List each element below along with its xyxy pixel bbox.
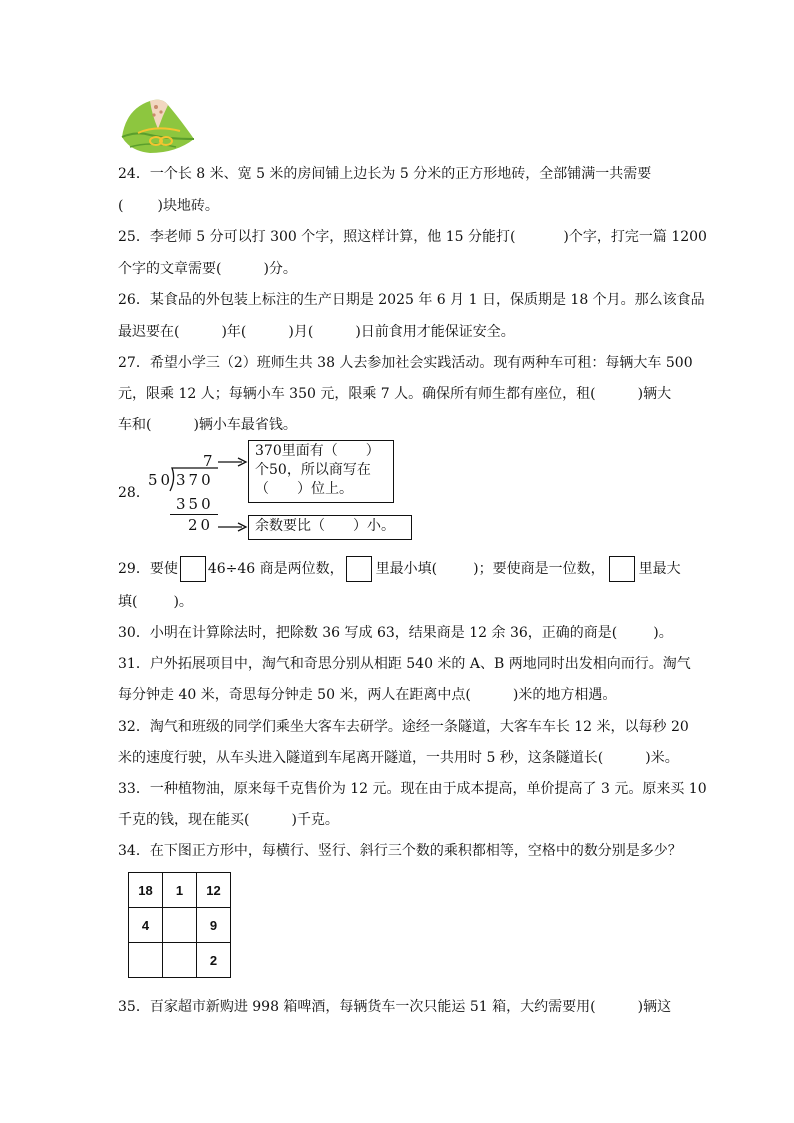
question-25-line1 xyxy=(118,228,707,246)
question-text: 最迟要在( xyxy=(118,324,180,340)
question-text: )米。 xyxy=(645,750,679,766)
arrow-icon xyxy=(218,456,248,468)
magic-square-grid xyxy=(128,872,231,978)
answer-blank-close: ) xyxy=(157,198,163,214)
question-text: 30．小明在计算除法时，把除数 36 写成 63，结果商是 12 余 36，正确的商是( xyxy=(118,625,618,641)
grid-cell: 2 xyxy=(197,943,231,978)
question-30 xyxy=(118,624,673,642)
grid-cell: 12 xyxy=(197,873,231,908)
question-text: 米的速度行驶，从车头进入隧道到车尾离开隧道，一共用时 5 秒，这条隧道长( xyxy=(118,750,604,766)
hint-line: （ ）位上。 xyxy=(255,481,353,497)
grid-cell-empty[interactable] xyxy=(163,908,197,943)
question-29-line2 xyxy=(118,593,193,611)
question-text: 个字的文章需要( xyxy=(118,261,222,277)
question-32-line1: 32．淘气和班级的同学们乘坐大客车去研学。途经一条隧道，大客车车长 12 米，以每秒 20 xyxy=(118,719,689,735)
grid-cell: 18 xyxy=(129,873,163,908)
hint-line: 个50，所以商写在 xyxy=(255,462,371,478)
question-26-line1: 26．某食品的外包装上标注的生产日期是 2025 年 6 月 1 日，保质期是 18 个月。那么该食品 xyxy=(118,292,705,308)
question-text: )分。 xyxy=(263,261,297,277)
question-text: 每分钟走 40 米，奇思每分钟走 50 米，两人在距离中点( xyxy=(118,687,471,703)
question-24-end: 块地砖。 xyxy=(162,198,219,214)
question-31-line2 xyxy=(118,686,616,704)
question-33-line1: 33．一种植物油，原来每千克售价为 12 元。现在由于成本提高，单价提高了 3 元。原来买 10 xyxy=(118,781,707,797)
grid-row xyxy=(129,873,231,908)
long-division-remainder: 20 xyxy=(188,516,214,534)
question-text: 46÷46 商是两位数， xyxy=(207,561,344,577)
question-25-line2 xyxy=(118,260,297,278)
question-35 xyxy=(118,998,671,1016)
square-box[interactable] xyxy=(346,556,372,582)
question-29-line1 xyxy=(118,556,681,582)
question-text: )辆大 xyxy=(637,386,672,402)
long-division-product: 350 xyxy=(176,495,214,513)
question-text: )日前食用才能保证安全。 xyxy=(355,324,515,340)
question-32-line2 xyxy=(118,749,679,767)
long-division-quotient: 7 xyxy=(203,452,216,470)
question-text: )辆小车最省钱。 xyxy=(193,417,297,433)
grid-row xyxy=(129,908,231,943)
zongzi-icon xyxy=(116,95,198,157)
question-text: )千克。 xyxy=(291,812,339,828)
question-text: )。 xyxy=(653,625,673,641)
hint-box-quotient xyxy=(248,440,394,503)
square-box[interactable] xyxy=(180,556,206,582)
question-text: 29．要使 xyxy=(118,561,178,577)
question-text: 车和( xyxy=(118,417,152,433)
long-division-line xyxy=(170,514,218,515)
question-text: 元，限乘 12 人；每辆小车 350 元，限乘 7 人。确保所有师生都有座位，租( xyxy=(118,386,596,402)
question-text: )。 xyxy=(173,594,193,610)
question-text: 35．百家超市新购进 998 箱啤酒，每辆货车一次只能运 51 箱，大约需要用( xyxy=(118,999,596,1015)
question-26-line2 xyxy=(118,323,515,341)
question-text: )个字，打完一篇 1200 xyxy=(563,229,707,245)
question-text: 填( xyxy=(118,594,138,610)
question-31-line1: 31．户外拓展项目中，淘气和奇思分别从相距 540 米的 A、B 两地同时出发相向而行。淘气 xyxy=(118,656,691,672)
arrow-icon xyxy=(218,521,248,533)
grid-cell: 9 xyxy=(197,908,231,943)
question-text: )；要使商是一位数， xyxy=(473,561,605,577)
question-text: )米的地方相遇。 xyxy=(512,687,617,703)
question-27-line2 xyxy=(118,385,671,403)
question-34: 34．在下图正方形中，每横行、竖行、斜行三个数的乘积都相等，空格中的数分别是多少？ xyxy=(118,843,682,859)
question-text: 千克的钱，现在能买( xyxy=(118,812,250,828)
answer-blank-open: ( xyxy=(118,198,124,214)
question-text: 里最大 xyxy=(638,561,681,577)
question-24-line2 xyxy=(118,197,219,215)
square-box[interactable] xyxy=(609,556,635,582)
question-24-line1: 24．一个长 8 米、宽 5 米的房间铺上边长为 5 分米的正方形地砖，全部铺满一共需要 xyxy=(118,166,652,182)
question-text: )月( xyxy=(288,324,314,340)
grid-cell: 1 xyxy=(163,873,197,908)
long-division-dividend: 370 xyxy=(176,471,214,489)
hint-line: 370里面有（ ） xyxy=(255,443,380,459)
question-33-line2 xyxy=(118,811,339,829)
long-division-divisor: 50 xyxy=(148,471,174,489)
question-27-line1: 27．希望小学三（2）班师生共 38 人去参加社会实践活动。现有两种车可租：每辆大车 500 xyxy=(118,355,693,371)
grid-cell: 4 xyxy=(129,908,163,943)
question-text: )年( xyxy=(221,324,247,340)
question-text: 里最小填( xyxy=(375,561,438,577)
grid-row xyxy=(129,943,231,978)
grid-cell-empty[interactable] xyxy=(163,943,197,978)
question-27-line3 xyxy=(118,416,297,434)
grid-cell-empty[interactable] xyxy=(129,943,163,978)
question-text: )辆这 xyxy=(637,999,672,1015)
question-text: 25．李老师 5 分可以打 300 个字，照这样计算，他 15 分能打( xyxy=(118,229,516,245)
hint-line: 余数要比（ ）小。 xyxy=(255,518,395,534)
hint-box-remainder xyxy=(248,515,412,540)
question-28-number: 28． xyxy=(118,485,150,501)
